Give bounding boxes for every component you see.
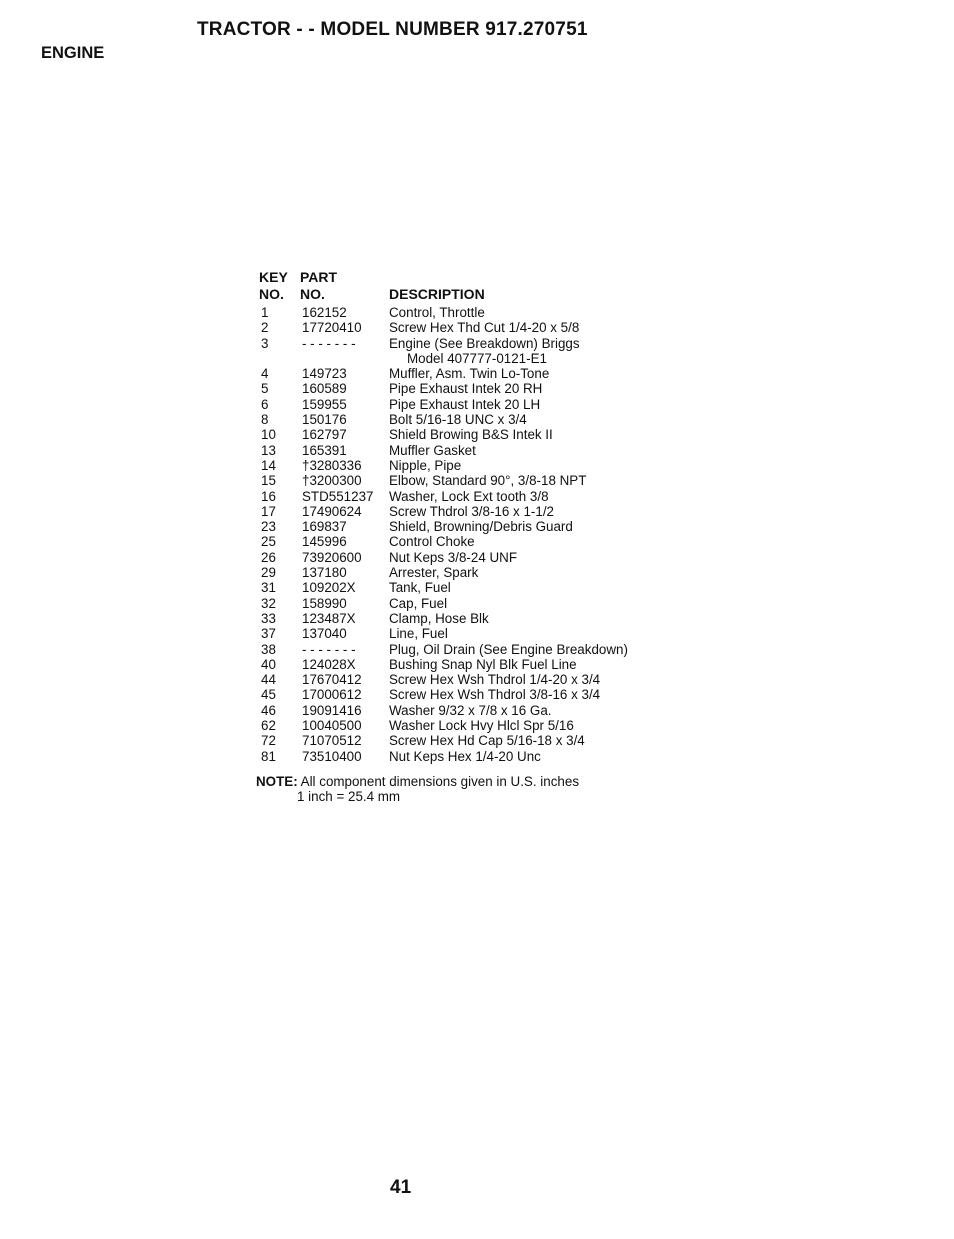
row-key: 26: [261, 549, 276, 565]
row-part-number: 159955: [302, 396, 347, 412]
table-row: [259, 657, 679, 672]
table-row: [259, 687, 679, 702]
row-description: Screw Hex Thd Cut 1/4-20 x 5/8: [389, 320, 580, 336]
header-part-line1: PART: [300, 269, 338, 285]
row-part-number: 17670412: [302, 672, 362, 688]
header-row-2: [259, 286, 679, 303]
parts-table: [259, 269, 679, 764]
row-description: Tank, Fuel: [389, 580, 451, 596]
table-row: [259, 626, 679, 641]
row-key: 32: [261, 595, 276, 611]
row-key: 46: [261, 702, 276, 718]
row-description: Cap, Fuel: [389, 595, 448, 611]
row-part-number: 19091416: [302, 702, 362, 718]
row-key: 1: [261, 305, 269, 320]
table-row: [259, 366, 679, 381]
table-row: [259, 320, 679, 335]
row-part-number: 137040: [302, 626, 347, 642]
row-key: 31: [261, 580, 276, 596]
section-title: ENGINE: [41, 44, 105, 62]
table-row: [259, 749, 679, 764]
row-key: 81: [261, 748, 276, 764]
row-part-number: 17720410: [302, 320, 362, 336]
row-part-number: †3280336: [302, 457, 362, 473]
row-description: Screw Hex Wsh Thdrol 3/8-16 x 3/4: [389, 687, 601, 703]
row-key: 8: [261, 412, 269, 428]
row-key: 15: [261, 473, 276, 489]
row-description: Bushing Snap Nyl Blk Fuel Line: [389, 656, 577, 672]
row-part-number: 123487X: [302, 610, 356, 626]
row-description: Nipple, Pipe: [389, 457, 462, 473]
row-part-number: - - - - - - -: [302, 641, 356, 657]
row-description: Washer Lock Hvy Hlcl Spr 5/16: [389, 718, 574, 734]
row-part-number: 162797: [302, 427, 347, 443]
row-part-number: - - - - - - -: [302, 335, 356, 351]
header-part-line2: NO.: [300, 286, 325, 302]
note-label: NOTE:: [256, 774, 298, 789]
row-key: 16: [261, 488, 276, 504]
note: [256, 774, 579, 805]
row-part-number: STD551237: [302, 488, 374, 504]
row-part-number: 169837: [302, 519, 347, 535]
row-description: Nut Keps 3/8-24 UNF: [389, 549, 518, 565]
row-key: 14: [261, 457, 276, 473]
table-body: [259, 305, 679, 764]
table-row: [259, 489, 679, 504]
row-part-number: 10040500: [302, 718, 362, 734]
table-row: [259, 519, 679, 534]
row-part-number: 109202X: [302, 580, 356, 596]
row-key: 10: [261, 427, 276, 443]
row-part-number: †3200300: [302, 473, 362, 489]
row-description: Elbow, Standard 90°, 3/8-18 NPT: [389, 473, 587, 489]
row-description: Muffler, Asm. Twin Lo-Tone: [389, 366, 550, 382]
row-key: 25: [261, 534, 276, 550]
row-part-number: 137180: [302, 565, 347, 581]
row-part-number: 71070512: [302, 733, 362, 749]
row-key: 23: [261, 519, 276, 535]
table-row: [259, 427, 679, 442]
row-part-number: 73510400: [302, 748, 362, 764]
row-description: Plug, Oil Drain (See Engine Breakdown): [389, 641, 628, 657]
row-key: 45: [261, 687, 276, 703]
row-description: Shield, Browning/Debris Guard: [389, 519, 573, 535]
row-key: 13: [261, 442, 276, 458]
row-description: Pipe Exhaust Intek 20 RH: [389, 381, 543, 397]
table-row: [259, 718, 679, 733]
row-description: Model 407777-0121-E1: [407, 350, 547, 366]
row-key: 40: [261, 656, 276, 672]
row-key: 38: [261, 641, 276, 657]
row-key: 2: [261, 320, 269, 336]
row-description: Shield Browing B&S Intek II: [389, 427, 553, 443]
row-description: Clamp, Hose Blk: [389, 610, 489, 626]
row-key: 5: [261, 381, 269, 397]
row-key: 4: [261, 366, 269, 382]
row-key: 3: [261, 335, 269, 351]
table-row: [259, 305, 679, 320]
table-row: [259, 550, 679, 565]
table-row: [259, 580, 679, 595]
note-line2: 1 inch = 25.4 mm: [297, 789, 401, 805]
page-title: TRACTOR - - MODEL NUMBER 917.270751: [197, 19, 588, 40]
table-row: [259, 336, 679, 351]
row-description: Pipe Exhaust Intek 20 LH: [389, 396, 541, 412]
table-row: [259, 703, 679, 718]
table-row: [259, 351, 679, 366]
row-description: Washer 9/32 x 7/8 x 16 Ga.: [389, 702, 552, 718]
table-row: [259, 443, 679, 458]
row-description: Line, Fuel: [389, 626, 448, 642]
row-part-number: 150176: [302, 412, 347, 428]
row-key: 29: [261, 565, 276, 581]
table-row: [259, 473, 679, 488]
row-key: 44: [261, 672, 276, 688]
row-description: Bolt 5/16-18 UNC x 3/4: [389, 412, 527, 428]
row-key: 33: [261, 610, 276, 626]
page-number: 41: [390, 1177, 412, 1198]
row-description: Washer, Lock Ext tooth 3/8: [389, 488, 549, 504]
row-part-number: 162152: [302, 305, 347, 320]
row-part-number: 145996: [302, 534, 347, 550]
table-row: [259, 504, 679, 519]
row-description: Arrester, Spark: [389, 565, 479, 581]
header-key-line1: KEY: [259, 269, 288, 285]
table-row: [259, 412, 679, 427]
row-part-number: 17000612: [302, 687, 362, 703]
table-row: [259, 397, 679, 412]
header-row-1: [259, 269, 679, 286]
row-part-number: 73920600: [302, 549, 362, 565]
table-row: [259, 381, 679, 396]
row-description: Screw Hex Hd Cap 5/16-18 x 3/4: [389, 733, 585, 749]
table-row: [259, 534, 679, 549]
table-row: [259, 458, 679, 473]
row-description: Nut Keps Hex 1/4-20 Unc: [389, 748, 541, 764]
row-part-number: 160589: [302, 381, 347, 397]
row-part-number: 165391: [302, 442, 347, 458]
table-row: [259, 565, 679, 580]
row-key: 62: [261, 718, 276, 734]
row-part-number: 17490624: [302, 503, 362, 519]
row-description: Screw Hex Wsh Thdrol 1/4-20 x 3/4: [389, 672, 601, 688]
table-row: [259, 672, 679, 687]
row-description: Screw Thdrol 3/8-16 x 1-1/2: [389, 503, 554, 519]
table-row: [259, 596, 679, 611]
row-part-number: 149723: [302, 366, 347, 382]
row-description: Engine (See Breakdown) Briggs: [389, 335, 580, 351]
row-part-number: 124028X: [302, 656, 356, 672]
note-line1: All component dimensions given in U.S. inches: [300, 774, 580, 789]
row-key: 17: [261, 503, 276, 519]
row-key: 6: [261, 396, 269, 412]
row-description: Control, Throttle: [389, 305, 485, 320]
table-row: [259, 642, 679, 657]
row-part-number: 158990: [302, 595, 347, 611]
table-row: [259, 611, 679, 626]
row-description: Muffler Gasket: [389, 442, 476, 458]
row-key: 37: [261, 626, 276, 642]
row-key: 72: [261, 733, 276, 749]
header-key-line2: NO.: [259, 286, 284, 302]
table-row: [259, 733, 679, 748]
header-description: DESCRIPTION: [389, 286, 485, 302]
row-description: Control Choke: [389, 534, 475, 550]
